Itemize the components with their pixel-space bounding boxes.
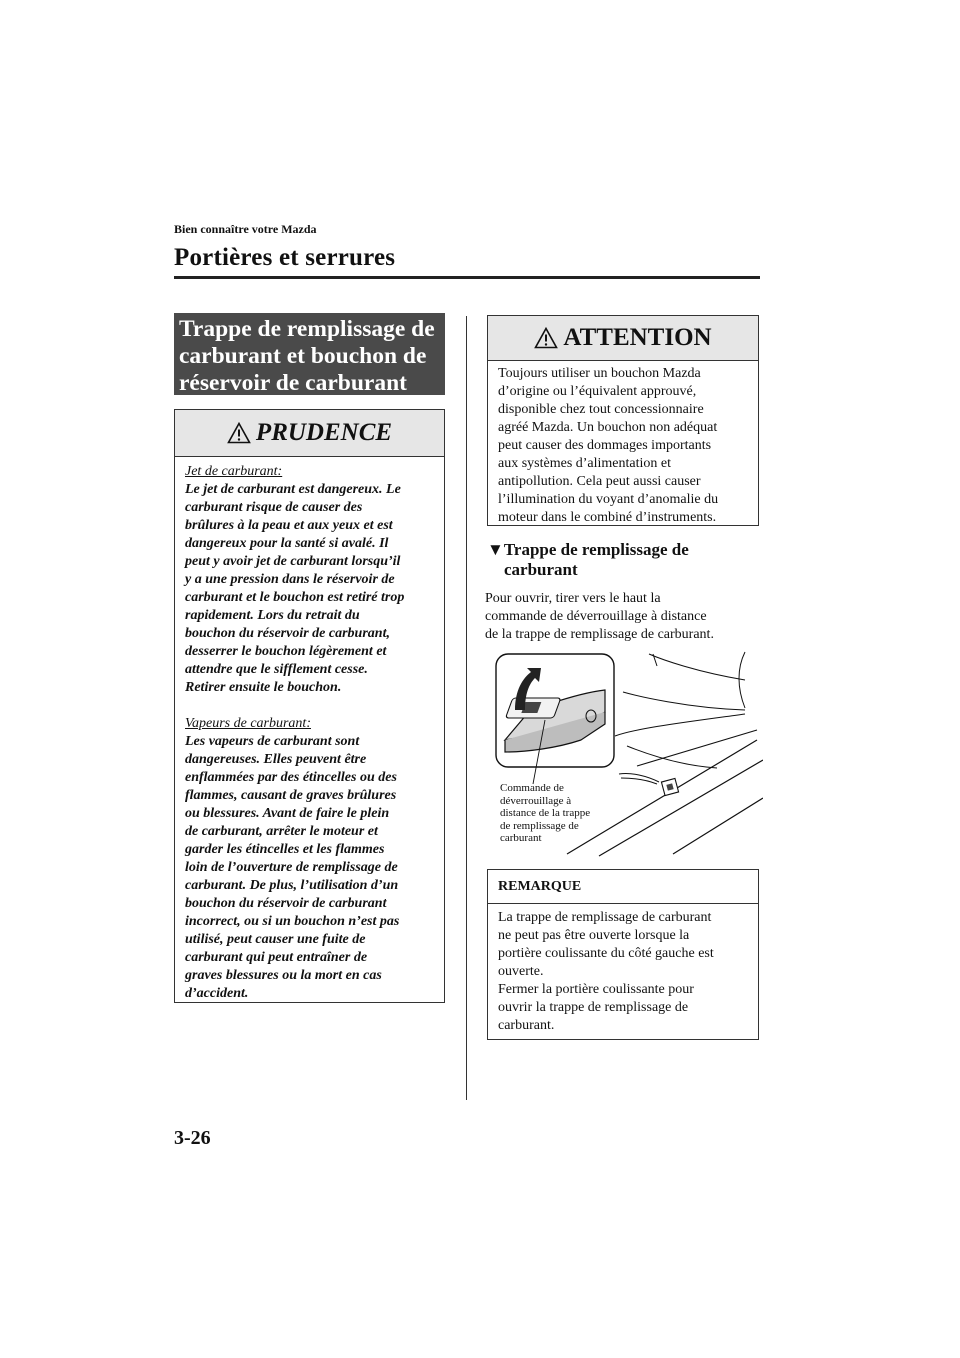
prudence-line: y a une pression dans le réservoir de <box>185 572 395 587</box>
subsection-heading-line <box>487 540 689 560</box>
topic-heading-line: réservoir de carburant <box>179 370 407 396</box>
note-line: La trappe de remplissage de carburant <box>498 910 712 925</box>
prudence-line: enflammées par des étincelles ou des <box>185 770 397 785</box>
attention-body <box>488 361 758 527</box>
note-line: ouverte. <box>498 964 544 979</box>
prudence-line: utilisé, peut causer une fuite de <box>185 932 366 947</box>
header-rule <box>174 276 760 279</box>
chapter-title: Bien connaître votre Mazda <box>174 222 317 236</box>
prudence-line: incorrect, ou si un bouchon n’est pas <box>185 914 400 929</box>
prudence-line: rapidement. Lors du retrait du <box>185 608 360 623</box>
prudence-line: d’accident. <box>185 986 249 1001</box>
note-box <box>487 869 759 1040</box>
callout-line: déverrouillage à <box>500 794 572 807</box>
attention-header <box>488 316 758 361</box>
attention-line: peut causer des dommages importants <box>498 438 712 453</box>
note-line: ouvrir la trappe de remplissage de <box>498 1000 689 1015</box>
note-line: portière coulissante du côté gauche est <box>498 946 714 961</box>
prudence-line: garder les étincelles et les flammes <box>185 842 385 857</box>
prudence-line: brûlures à la peau et aux yeux et est <box>185 518 393 533</box>
triangle-down-icon: ▼ <box>487 540 504 559</box>
paragraph-line: Pour ouvrir, tirer vers le haut la <box>485 591 661 606</box>
prudence-line: bouchon du réservoir de carburant, <box>185 626 390 641</box>
warning-triangle-icon <box>227 422 251 444</box>
prudence-subtitle: Jet de carburant: <box>185 464 283 479</box>
note-line: ne peut pas être ouverte lorsque la <box>498 928 690 943</box>
prudence-line: dangereux pour la santé si avalé. Il <box>185 536 389 551</box>
attention-box <box>487 315 759 526</box>
warning-triangle-icon <box>534 327 558 349</box>
note-line: Fermer la portière coulissante pour <box>498 982 694 997</box>
figure-callout <box>500 782 590 845</box>
column-divider <box>466 316 467 1100</box>
prudence-line: carburant. De plus, l’utilisation d’un <box>185 878 399 893</box>
prudence-title: PRUDENCE <box>255 419 393 446</box>
prudence-body <box>175 457 444 1003</box>
section-title: Portières et serrures <box>174 244 396 271</box>
page-number: 3-26 <box>174 1127 211 1149</box>
topic-heading-line: Trappe de remplissage de <box>179 316 435 342</box>
note-line: carburant. <box>498 1018 555 1033</box>
attention-line: disponible chez tout concessionnaire <box>498 402 704 417</box>
prudence-line: ou blessures. Avant de faire le plein <box>185 806 390 821</box>
prudence-line: desserrer le bouchon légèrement et <box>185 644 387 659</box>
attention-line: agréé Mazda. Un bouchon non adéquat <box>498 420 718 435</box>
prudence-header <box>175 410 444 457</box>
prudence-line: attendre que le sifflement cesse. <box>185 662 368 677</box>
callout-line: carburant <box>500 832 542 844</box>
attention-line: moteur dans le combiné d’instruments. <box>498 510 717 525</box>
attention-line: d’origine ou l’équivalent approuvé, <box>498 384 697 399</box>
prudence-line: carburant qui peut entraîner de <box>185 950 368 965</box>
paragraph-line: commande de déverrouillage à distance <box>485 609 707 624</box>
prudence-line: bouchon du réservoir de carburant <box>185 896 387 911</box>
subsection-heading-text: Trappe de remplissage de <box>503 540 689 559</box>
attention-line: Toujours utiliser un bouchon Mazda <box>498 366 701 381</box>
prudence-line: carburant risque de causer des <box>185 500 363 515</box>
attention-line: aux systèmes d’alimentation et <box>498 456 672 471</box>
callout-line: Commande de <box>500 782 564 794</box>
prudence-line: flammes, causant de graves brûlures <box>185 788 397 803</box>
callout-line: distance de la trappe <box>500 807 591 819</box>
prudence-line: Les vapeurs de carburant sont <box>185 734 360 749</box>
prudence-subtitle: Vapeurs de carburant: <box>185 716 311 731</box>
attention-line: l’illumination du voyant d’anomalie du <box>498 492 719 507</box>
topic-heading-line: carburant et bouchon de <box>179 343 427 369</box>
instruction-paragraph <box>485 590 714 644</box>
note-title: REMARQUE <box>488 870 758 904</box>
note-body <box>488 904 758 1035</box>
callout-line: de remplissage de <box>500 819 579 832</box>
attention-line: antipollution. Cela peut aussi causer <box>498 474 701 489</box>
prudence-line: loin de l’ouverture de remplissage de <box>185 860 398 875</box>
prudence-line: peut y avoir jet de carburant lorsqu’il <box>185 554 401 569</box>
topic-heading <box>174 313 445 395</box>
prudence-line: Retirer ensuite le bouchon. <box>185 680 342 695</box>
attention-title: ATTENTION <box>563 324 712 351</box>
prudence-line: Le jet de carburant est dangereux. Le <box>185 482 401 497</box>
prudence-line: dangereuses. Elles peuvent être <box>185 752 367 767</box>
subsection-heading <box>487 540 689 580</box>
paragraph-line: de la trappe de remplissage de carburant. <box>485 627 714 642</box>
subsection-heading-line: carburant <box>504 560 578 579</box>
prudence-line: carburant et le bouchon est retiré trop <box>185 590 405 605</box>
paragraph-gap <box>185 697 434 715</box>
prudence-line: de carburant, arrêter le moteur et <box>185 824 378 839</box>
prudence-line: graves blessures ou la mort en cas <box>185 968 382 983</box>
prudence-box <box>174 409 445 1003</box>
